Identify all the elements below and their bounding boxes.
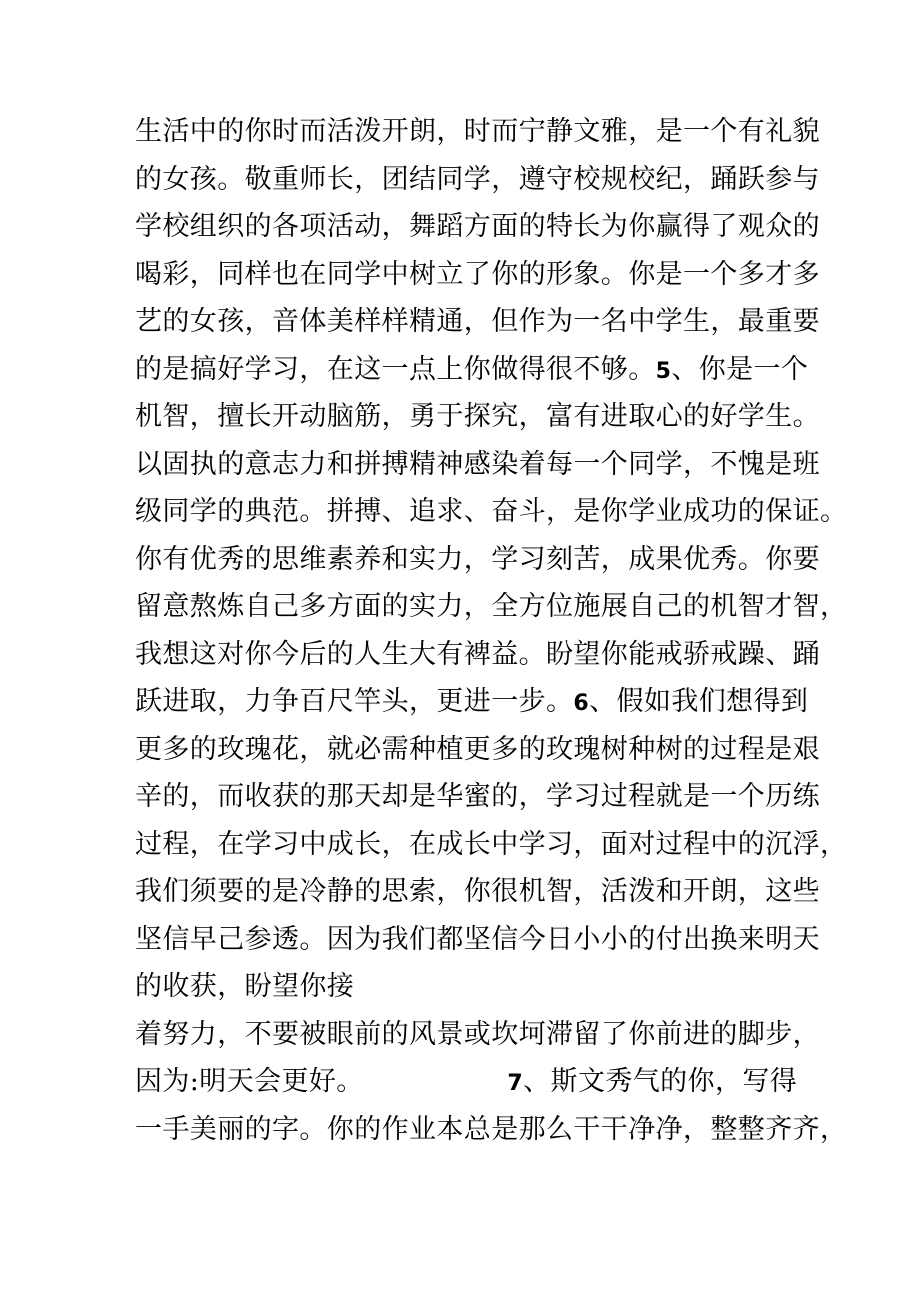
item-number: 6 xyxy=(573,691,590,716)
text-line: 的女孩。敬重师长，团结同学，遵守校规校纪，踊跃参与 xyxy=(135,164,820,195)
text-line: 级同学的典范。拼搏、追求、奋斗，是你学业成功的保证。 xyxy=(135,496,848,527)
text-line: 坚信早己参透。因为我们都坚信今日小小的付出换来明天 xyxy=(135,924,820,955)
text-line: 辛的，而收获的那天却是华蜜的，学习过程就是一个历练 xyxy=(135,781,820,812)
text-line: 学校组织的各项活动，舞蹈方面的特长为你赢得了观众的 xyxy=(135,211,820,242)
text-line: 着努力，不要被眼前的风景或坎坷滞留了你前进的脚步， xyxy=(135,1019,820,1050)
text-line: 喝彩，同样也在同学中树立了你的形象。你是一个多才多 xyxy=(135,259,820,290)
item-number: 5 xyxy=(655,359,672,384)
text-line: 生活中的你时而活泼开朗，时而宁静文雅，是一个有礼貌 xyxy=(135,116,820,147)
text-line: 一手美丽的字。你的作业本总是那么干干净净，整整齐齐， xyxy=(135,1114,848,1145)
text-line: 跃进取，力争百尺竿头，更进一步。6、假如我们想得到 xyxy=(135,686,809,717)
text-line: 因为:明天会更好。 7、斯文秀气的你，写得 xyxy=(135,1066,798,1097)
text-line: 的收获，盼望你接 xyxy=(135,971,355,1002)
item-number: 7 xyxy=(507,1071,524,1096)
text-line: 以固执的意志力和拼搏精神感染着每一个同学，不愧是班 xyxy=(135,449,820,480)
text-line: 的是搞好学习，在这一点上你做得很不够。5、你是一个 xyxy=(135,354,809,385)
text-line: 我想这对你今后的人生大有裨益。盼望你能戒骄戒躁、踊 xyxy=(135,639,820,670)
text-line: 你有优秀的思维素养和实力，学习刻苦，成果优秀。你要 xyxy=(135,544,820,575)
text-line: 艺的女孩，音体美样样精通，但作为一名中学生，最重要 xyxy=(135,306,820,337)
text-line: 我们须要的是冷静的思索，你很机智，活泼和开朗，这些 xyxy=(135,876,820,907)
text-line: 过程，在学习中成长，在成长中学习，面对过程中的沉浮， xyxy=(135,829,848,860)
text-line: 留意熬炼自己多方面的实力，全方位施展自己的机智才智， xyxy=(135,591,848,622)
text-line: 更多的玫瑰花，就必需种植更多的玫瑰树种树的过程是艰 xyxy=(135,734,820,765)
text-line: 机智，擅长开动脑筋，勇于探究，富有进取心的好学生。 xyxy=(135,401,820,432)
